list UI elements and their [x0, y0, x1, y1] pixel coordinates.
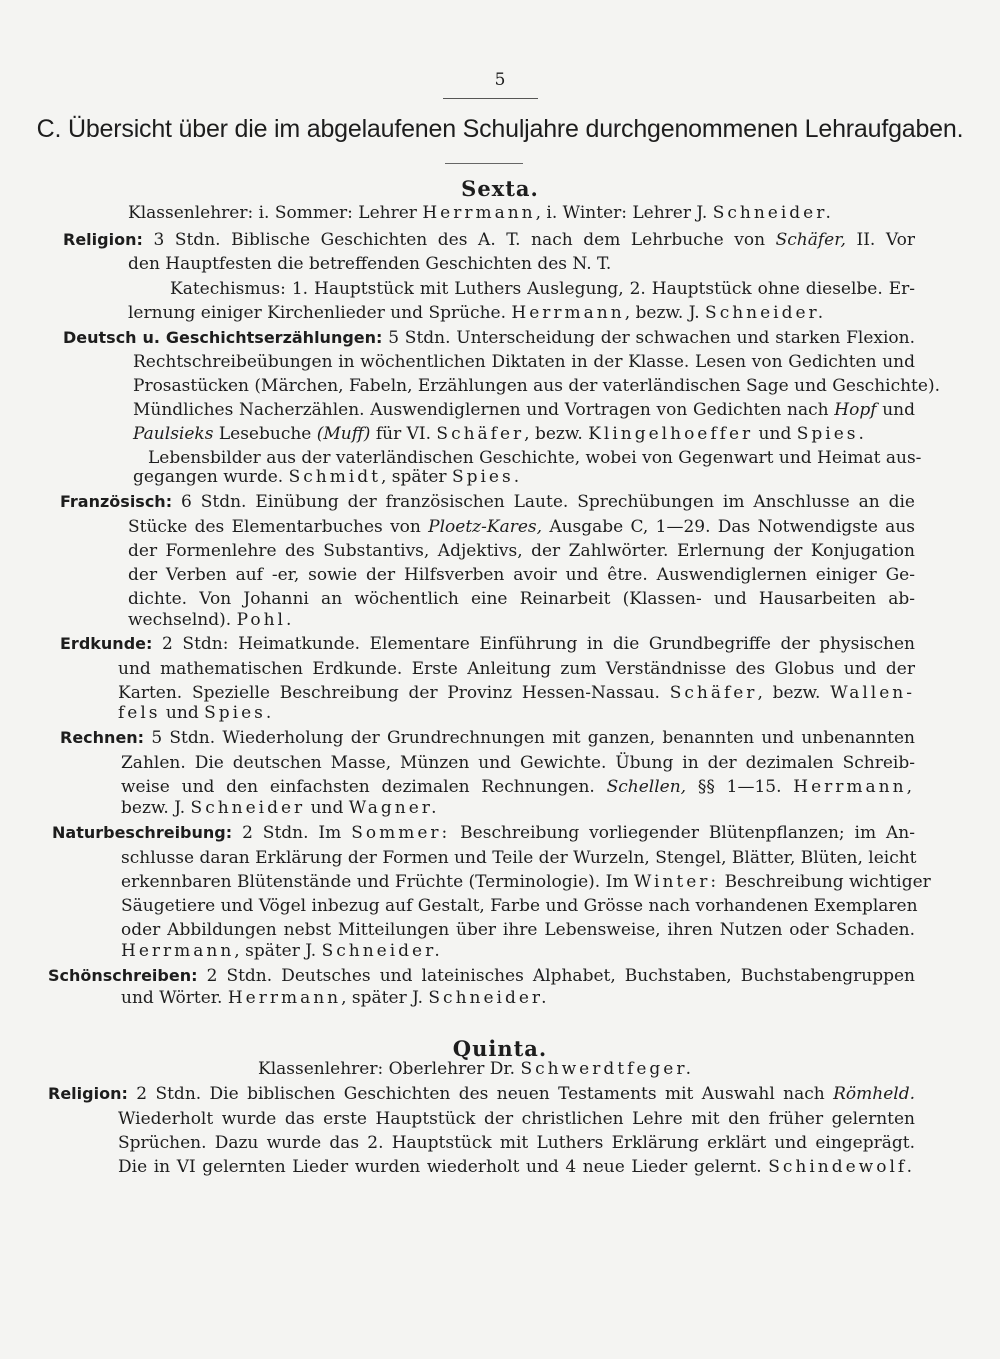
naturbeschreibung-line-2: schlusse daran Erklärung der Formen und Teile der Wurzeln, Stengel, Blätter, Blüten, leicht [121, 848, 917, 868]
franzoesisch-line-2: Stücke des Elementarbuches von Ploetz-Kares, Ausgabe C, 1—29. Das Notwendigste aus [128, 517, 915, 537]
franzoesisch-line-3: der Formenlehre des Substantivs, Adjektivs, der Zahlwörter. Erlernung der Konjugation [128, 541, 915, 561]
franzoesisch-line-5: dichte. Von Johanni an wöchentlich eine Reinarbeit (Klassen- und Hausarbeiten ab- [128, 589, 915, 609]
naturbeschreibung-line-5: oder Abbildungen nebst Mitteilungen über ihre Lebensweise, ihren Nutzen oder Schaden. [121, 920, 915, 940]
franzoesisch-line-6: wechselnd). Pohl. [128, 610, 295, 630]
quinta-religion-line-2: Wiederholt wurde das erste Hauptstück der christlichen Lehre mit den früher gelernten [118, 1109, 915, 1129]
title-rule [445, 163, 523, 164]
religion-line-4: lernung einiger Kirchenlieder und Sprüche. Herrmann, bezw. J. Schneider. [128, 303, 827, 323]
deutsch-line-7: gegangen wurde. Schmidt, später Spies. [133, 467, 523, 487]
klassenlehrer-quinta: Klassenlehrer: Oberlehrer Dr. Schwerdtfeger. [258, 1059, 695, 1079]
deutsch-line-4: Mündliches Nacherzählen. Auswendiglernen und Vortragen von Gedichten nach Hopf und [133, 400, 916, 420]
religion-line-1: Religion: 3 Stdn. Biblische Geschichten des A. T. nach dem Lehrbuche von Schäfer, II. Vor [63, 230, 915, 250]
deutsch-line-3: Prosastücken (Märchen, Fabeln, Erzählungen aus der vaterländischen Sage und Geschichte). [133, 376, 940, 396]
page-number: 5 [494, 70, 506, 90]
schoenschreiben-line-2: und Wörter. Herrmann, später J. Schneider. [121, 988, 550, 1008]
section-heading-sexta: Sexta. [461, 176, 539, 201]
religion-line-2: den Hauptfesten die betreffenden Geschichten des N. T. [128, 254, 612, 274]
subject-label-religion-quinta: Religion: [48, 1084, 128, 1103]
deutsch-line-2: Rechtschreibeübungen in wöchentlichen Diktaten in der Klasse. Lesen von Gedichten und [133, 352, 915, 372]
subject-label-franzoesisch: Französisch: [60, 492, 173, 511]
rechnen-line-4: bezw. J. Schneider und Wagner. [121, 798, 440, 818]
erdkunde-line-4: fels und Spies. [118, 703, 275, 723]
page-title: C. Übersicht über die im abgelaufenen Schuljahre durchgenommenen Lehraufgaben. [36, 115, 964, 143]
deutsch-line-6: Lebensbilder aus der vaterländischen Geschichte, wobei von Gegenwart und Heimat aus- [148, 448, 922, 468]
klassenlehrer-sexta: Klassenlehrer: i. Sommer: Lehrer Herrmann, i. Winter: Lehrer J. Schneider. [128, 203, 834, 223]
schoenschreiben-line-1: Schönschreiben: 2 Stdn. Deutsches und lateinisches Alphabet, Buchstaben, Buchstabengruppen [48, 966, 915, 986]
franzoesisch-line-4: der Verben auf -er, sowie der Hilfsverben avoir und être. Auswendiglernen einiger Ge- [128, 565, 915, 585]
franzoesisch-line-1: Französisch: 6 Stdn. Einübung der französischen Laute. Sprechübungen im Anschlusse an die [60, 492, 915, 512]
subject-label-erdkunde: Erdkunde: [60, 634, 153, 653]
religion-line-3: Katechismus: 1. Hauptstück mit Luthers Auslegung, 2. Hauptstück ohne dieselbe. Er- [170, 279, 915, 299]
rechnen-line-3: weise und den einfachsten dezimalen Rechnungen. Schellen, §§ 1—15. Herrmann, [121, 777, 915, 797]
naturbeschreibung-line-1: Naturbeschreibung: 2 Stdn. Im Sommer: Beschreibung vorliegender Blütenpflanzen; im An- [52, 823, 915, 843]
subject-label-schoenschreiben: Schönschreiben: [48, 966, 198, 985]
quinta-religion-line-1: Religion: 2 Stdn. Die biblischen Geschichten des neuen Testaments mit Auswahl nach Römheld. [48, 1084, 915, 1104]
naturbeschreibung-line-6: Herrmann, später J. Schneider. [121, 941, 443, 961]
section-heading-quinta: Quinta. [452, 1036, 548, 1061]
page-number-rule [443, 98, 538, 99]
subject-label-deutsch: Deutsch u. Geschichtserzählungen: [63, 328, 383, 347]
quinta-religion-line-3: Sprüchen. Dazu wurde das 2. Hauptstück mit Luthers Erklärung erklärt und eingeprägt. [118, 1133, 915, 1153]
quinta-religion-line-4: Die in VI gelernten Lieder wurden wiederholt und 4 neue Lieder gelernt. Schindewolf. [118, 1157, 915, 1177]
rechnen-line-1: Rechnen: 5 Stdn. Wiederholung der Grundrechnungen mit ganzen, benannten und unbenannten [60, 728, 916, 748]
erdkunde-line-3: Karten. Spezielle Beschreibung der Provinz Hessen-Nassau. Schäfer, bezw. Wallen- [118, 683, 915, 703]
deutsch-line-1: Deutsch u. Geschichtserzählungen: 5 Stdn. Unterscheidung der schwachen und starken Flexion. [63, 328, 916, 348]
subject-label-rechnen: Rechnen: [60, 728, 145, 747]
deutsch-line-5: Paulsieks Lesebuche (Muff) für VI. Schäfer, bezw. Klingelhoeffer und Spies. [133, 424, 867, 444]
rechnen-line-2: Zahlen. Die deutschen Masse, Münzen und Gewichte. Übung in der dezimalen Schreib- [121, 753, 915, 773]
naturbeschreibung-line-4: Säugetiere und Vögel inbezug auf Gestalt, Farbe und Grösse nach vorhandenen Exemplaren [121, 896, 918, 916]
subject-label-religion: Religion: [63, 230, 143, 249]
naturbeschreibung-line-3: erkennbaren Blütenstände und Früchte (Terminologie). Im Winter: Beschreibung wichtiger [121, 872, 931, 892]
erdkunde-line-1: Erdkunde: 2 Stdn: Heimatkunde. Elementare Einführung in die Grundbegriffe der physischen [60, 634, 916, 654]
subject-label-naturbeschreibung: Naturbeschreibung: [52, 823, 233, 842]
erdkunde-line-2: und mathematischen Erdkunde. Erste Anleitung zum Verständnisse des Globus und der [118, 659, 915, 679]
